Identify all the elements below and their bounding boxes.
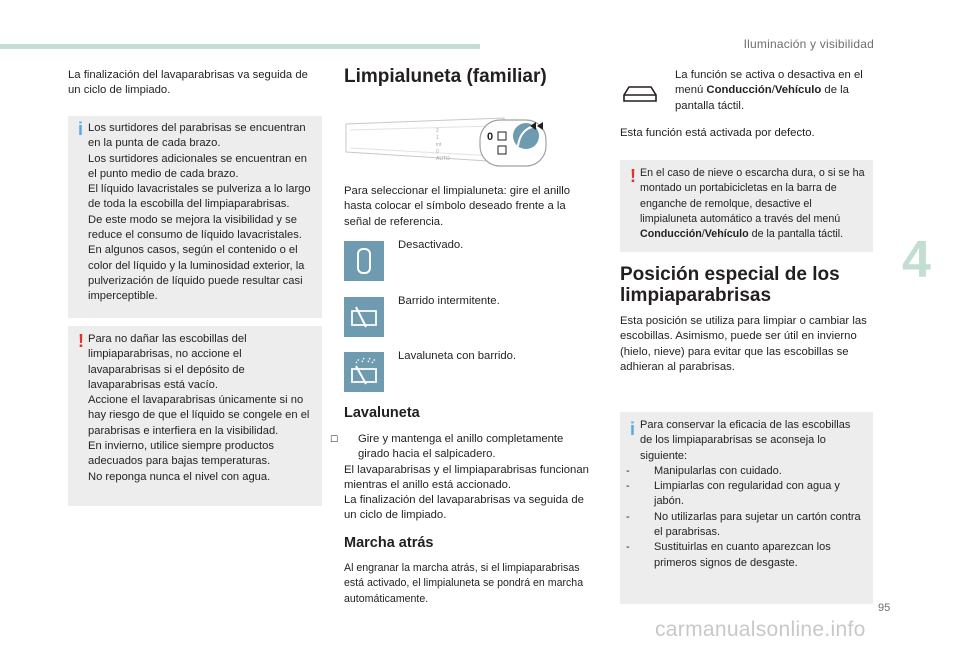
special-position-text: Esta posición se utiliza para limpiar o cambiar las escobillas. Asimismo, puede ser útil en invierno (hielo, nieve) para evitar que las escobillas se adhieran al parabrisas. <box>620 315 867 373</box>
chapter-number: 4 <box>902 231 931 289</box>
page-number: 95 <box>878 602 891 614</box>
svg-text:int: int <box>436 142 442 148</box>
svg-text:0: 0 <box>487 131 494 143</box>
header-accent-bar <box>0 44 480 49</box>
info-icon: i <box>78 119 84 139</box>
warning-automatic-text: En el caso de nieve o escarcha dura, o si se ha montado un portabicicletas en la barra de enganche de remolque, desactive el limpialuneta automático a través del menú Conducción/Vehículo de la pantalla táctil. <box>640 167 865 241</box>
wiper-off-icon <box>344 241 384 281</box>
tip-item: - Limpiarlas con regularidad con agua y jabón. <box>626 480 840 508</box>
wiper-wash-icon <box>344 352 384 392</box>
svg-text:1: 1 <box>436 135 439 141</box>
activation-text: La función se activa o desactiva en el menú Conducción/Vehículo de la pantalla táctil. <box>675 69 863 112</box>
watermark: carmanualsonline.info <box>655 618 866 641</box>
car-icon <box>621 82 659 109</box>
select-instructions: Para seleccionar el limpialuneta: gire el anillo hasta colocar el símbolo deseado frente a la señal de referencia. <box>344 185 571 228</box>
tips-box <box>620 412 873 604</box>
wiper-intermittent-icon <box>344 297 384 337</box>
default-text: Esta función está activada por defecto. <box>620 127 815 139</box>
special-position-title: Posición especial de los limpiaparabrisas <box>620 264 840 306</box>
tip-item: - No utilizarlas para sujetar un cartón contra el parabrisas. <box>626 510 861 539</box>
lavaluneta-text: ☐ Gire y mantenga el anillo completamente girado hacia el salpicadero. El lavaparabrisas y el limpiaparabrisas funcionan mientras el anillo está accionado. La finalización del lavaparabrisas va seguida de un ciclo de limpiado. <box>344 432 594 524</box>
warning-box <box>68 326 322 506</box>
option-label-wash: Lavaluneta con barrido. <box>398 350 517 362</box>
svg-text:2: 2 <box>436 128 439 134</box>
stalk-illustration <box>344 112 556 174</box>
info-box-text: Los surtidores del parabrisas se encuentran en la punta de cada brazo. Los surtidores adicionales se encuentran en el punto medio de cada brazo. El líquido lavacristales se pulveriza a lo largo de toda la escobilla del limpiaparabrisas. De este modo se mejora la visibilidad y se reduce el consumo de líquido lavacristales. En algunos casos, según el contenido o el color del líquido y la luminosidad exterior, la pulverización de líquido puede resultar casi imperceptible. <box>88 122 311 303</box>
lavaluneta-title: Lavaluneta <box>344 405 420 421</box>
warning-icon: ! <box>630 166 636 186</box>
svg-text:0: 0 <box>436 149 439 155</box>
warning-box-automatic <box>620 160 873 252</box>
tips-text: Para conservar la eficacia de las escobillas de los limpiaparabrisas se aconseja lo siguiente: - Manipularlas con cuidado. - Limpiarlas con regularidad con agua y jabón. - No utilizarlas para sujetar un cartón contra el parabrisas. - Sustituirlas en cuanto aparezcan los primeros signos de desgaste. <box>640 418 865 571</box>
tip-item: - Manipularlas con cuidado. <box>626 464 782 477</box>
option-label-off: Desactivado. <box>398 239 464 251</box>
marcha-atras-text: Al engranar la marcha atrás, si el limpiaparabrisas está activado, el limpialuneta se pondrá en marcha automáticamente. <box>344 562 584 605</box>
option-label-intermittent: Barrido intermitente. <box>398 295 500 307</box>
intro-paragraph: La finalización del lavaparabrisas va seguida de un ciclo de limpiado. <box>68 69 308 97</box>
warning-icon: ! <box>78 331 84 351</box>
section-title: Iluminación y visibilidad <box>743 37 874 51</box>
warning-box-text: Para no dañar las escobillas del limpiaparabrisas, no accione el lavaparabrisas si el depósito de lavaparabrisas está vacío. Accione el lavaparabrisas únicamente si no hay riesgo de que el líquido se congele en el parabrisas e interfiera en la visibilidad. En invierno, utilice siempre productos adecuados para bajas temperaturas. No reponga nunca el nivel con agua. <box>88 333 310 483</box>
marcha-atras-title: Marcha atrás <box>344 535 434 551</box>
tip-item: - Sustituirlas en cuanto aparezcan los primeros signos de desgaste. <box>626 541 831 569</box>
info-box <box>68 116 322 318</box>
info-icon: i <box>630 419 636 439</box>
svg-text:AUTO: AUTO <box>436 156 450 162</box>
limpialuneta-title: Limpialuneta (familiar) <box>344 66 547 87</box>
lavaluneta-step: ☐ Gire y mantenga el anillo completamente girado hacia el salpicadero. <box>330 433 564 461</box>
